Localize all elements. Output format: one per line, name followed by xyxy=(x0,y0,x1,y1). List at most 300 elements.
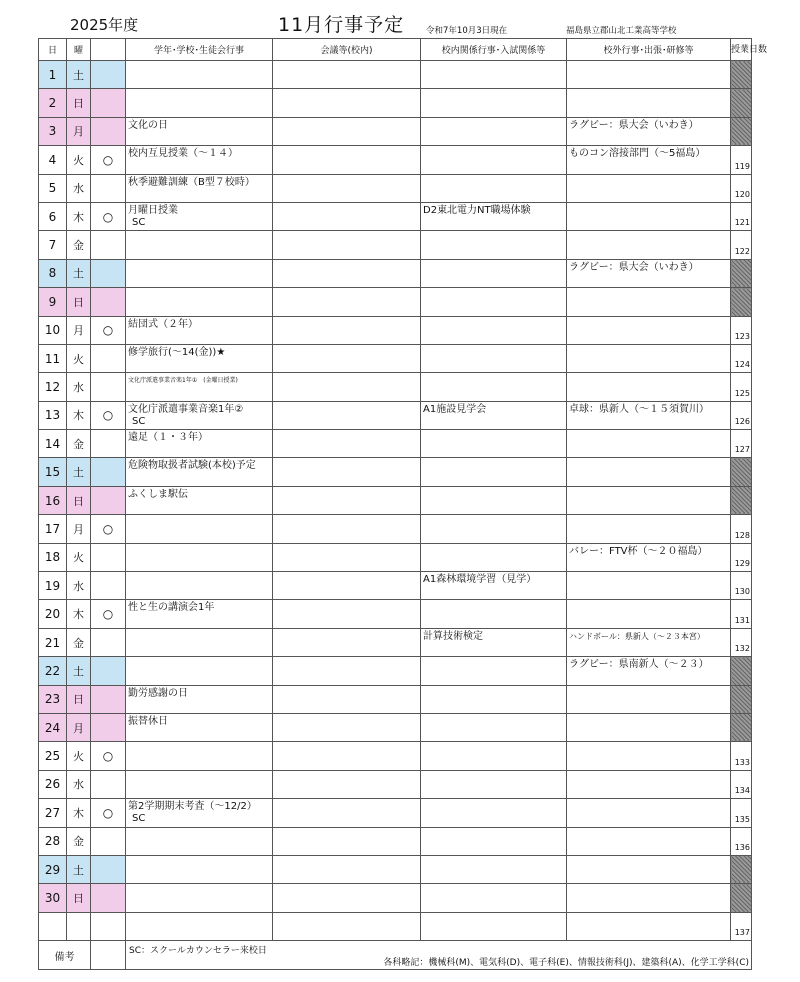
internal-events-cell: A1施設見学会 xyxy=(421,401,567,429)
class-mark xyxy=(91,344,126,372)
fiscal-year: 2025年度 xyxy=(70,16,139,34)
external-events-cell xyxy=(567,855,731,883)
day-number: 13 xyxy=(39,401,67,429)
class-day-count xyxy=(731,486,752,514)
meetings-cell xyxy=(273,912,421,940)
external-events-cell xyxy=(567,202,731,230)
school-event-line: 校内互見授業（～１４） xyxy=(128,148,238,160)
day-number: 20 xyxy=(39,600,67,628)
internal-events-cell xyxy=(421,89,567,117)
meetings-cell xyxy=(273,770,421,798)
school-events-cell xyxy=(126,174,273,202)
school-event-line: 危険物取扱者試験(本校)予定 xyxy=(128,460,256,472)
table-row xyxy=(39,401,752,429)
school-events-cell xyxy=(126,912,273,940)
school-event-line: 勤労感謝の日 xyxy=(128,687,188,699)
internal-events-cell xyxy=(421,799,567,827)
school-events-cell xyxy=(126,373,273,401)
as-of-date: 令和7年10月3日現在 xyxy=(426,26,508,36)
school-event-line: 文化庁派遣事業音楽1年② xyxy=(128,403,244,415)
internal-events-cell xyxy=(421,61,567,89)
school-event-sub-line: SC xyxy=(132,216,146,228)
weekday: 土 xyxy=(67,61,91,89)
class-mark xyxy=(91,713,126,741)
class-day-count: 120 xyxy=(731,174,752,202)
external-events-cell xyxy=(567,89,731,117)
internal-events-cell xyxy=(421,146,567,174)
table-row xyxy=(39,259,752,287)
meetings-cell xyxy=(273,288,421,316)
class-day-count: 127 xyxy=(731,430,752,458)
school-events-cell xyxy=(126,855,273,883)
sc-note: SC：スクールカウンセラー来校日 xyxy=(129,946,267,957)
day-number: 27 xyxy=(39,799,67,827)
class-day-count: 126 xyxy=(731,401,752,429)
table-row xyxy=(39,799,752,827)
header-row xyxy=(39,39,752,61)
meetings-cell xyxy=(273,174,421,202)
meetings-cell xyxy=(273,628,421,656)
class-mark xyxy=(91,486,126,514)
weekday: 金 xyxy=(67,827,91,855)
table-row xyxy=(39,373,752,401)
class-mark: ○ xyxy=(91,600,126,628)
external-events-cell xyxy=(567,600,731,628)
meetings-cell xyxy=(273,572,421,600)
school-events-cell xyxy=(126,713,273,741)
meetings-cell xyxy=(273,742,421,770)
day-number: 24 xyxy=(39,713,67,741)
class-mark xyxy=(91,89,126,117)
external-events-cell xyxy=(567,685,731,713)
weekday: 火 xyxy=(67,543,91,571)
col-mark xyxy=(91,39,126,61)
weekday: 日 xyxy=(67,486,91,514)
class-day-count xyxy=(731,884,752,912)
external-events-cell xyxy=(567,288,731,316)
external-events-cell xyxy=(567,344,731,372)
internal-events-cell xyxy=(421,742,567,770)
day-number: 10 xyxy=(39,316,67,344)
table-row xyxy=(39,146,752,174)
class-day-count: 136 xyxy=(731,827,752,855)
table-row xyxy=(39,543,752,571)
school-events-cell xyxy=(126,231,273,259)
day-number: 16 xyxy=(39,486,67,514)
external-events-cell xyxy=(567,373,731,401)
class-mark xyxy=(91,572,126,600)
class-mark xyxy=(91,855,126,883)
class-day-count: 119 xyxy=(731,146,752,174)
class-day-count: 124 xyxy=(731,344,752,372)
weekday xyxy=(67,912,91,940)
class-mark xyxy=(91,61,126,89)
day-number: 1 xyxy=(39,61,67,89)
day-number: 18 xyxy=(39,543,67,571)
class-mark xyxy=(91,458,126,486)
weekday: 木 xyxy=(67,401,91,429)
school-name: 福島県立郡山北工業高等学校 xyxy=(566,26,677,36)
table-row xyxy=(39,61,752,89)
school-events-cell xyxy=(126,515,273,543)
class-day-count: 131 xyxy=(731,600,752,628)
school-events-cell xyxy=(126,61,273,89)
day-number: 8 xyxy=(39,259,67,287)
table-row xyxy=(39,231,752,259)
page-title: 11月行事予定 xyxy=(278,14,405,36)
col-school-events: 学年･学校･生徒会行事 xyxy=(126,39,273,61)
weekday: 土 xyxy=(67,458,91,486)
meetings-cell xyxy=(273,89,421,117)
school-event-line: 修学旅行(～14(金))★ xyxy=(128,346,226,358)
internal-events-cell xyxy=(421,657,567,685)
internal-events-cell xyxy=(421,713,567,741)
school-events-cell xyxy=(126,827,273,855)
table-row xyxy=(39,117,752,145)
school-events-cell xyxy=(126,486,273,514)
class-day-count: 125 xyxy=(731,373,752,401)
class-day-count xyxy=(731,61,752,89)
class-mark xyxy=(91,231,126,259)
meetings-cell xyxy=(273,827,421,855)
remarks-row xyxy=(39,941,752,970)
external-events-cell: ハンドボール：県新人（～２３本宮） xyxy=(567,628,731,656)
weekday: 金 xyxy=(67,231,91,259)
school-events-cell xyxy=(126,316,273,344)
class-mark xyxy=(91,628,126,656)
day-number: 14 xyxy=(39,430,67,458)
day-number: 3 xyxy=(39,117,67,145)
day-number: 2 xyxy=(39,89,67,117)
class-mark xyxy=(91,884,126,912)
internal-events-cell xyxy=(421,174,567,202)
external-events-cell xyxy=(567,799,731,827)
school-events-cell xyxy=(126,117,273,145)
internal-events-cell xyxy=(421,827,567,855)
weekday: 土 xyxy=(67,259,91,287)
external-events-cell xyxy=(567,486,731,514)
school-events-cell xyxy=(126,458,273,486)
table-row xyxy=(39,912,752,940)
meetings-cell xyxy=(273,146,421,174)
table-row xyxy=(39,827,752,855)
school-events-cell xyxy=(126,600,273,628)
weekday: 日 xyxy=(67,884,91,912)
weekday: 水 xyxy=(67,770,91,798)
table-row xyxy=(39,600,752,628)
external-events-cell: バレー：FTV杯（～２０福島） xyxy=(567,543,731,571)
external-events-cell xyxy=(567,231,731,259)
class-mark xyxy=(91,117,126,145)
weekday: 火 xyxy=(67,742,91,770)
class-mark xyxy=(91,430,126,458)
meetings-cell xyxy=(273,344,421,372)
class-mark: ○ xyxy=(91,202,126,230)
school-events-cell xyxy=(126,543,273,571)
external-events-cell: ラグビー：県南新人（～２３） xyxy=(567,657,731,685)
class-day-count: 122 xyxy=(731,231,752,259)
class-mark: ○ xyxy=(91,401,126,429)
day-number xyxy=(39,912,67,940)
meetings-cell xyxy=(273,430,421,458)
external-events-cell xyxy=(567,430,731,458)
table-row xyxy=(39,316,752,344)
internal-events-cell xyxy=(421,344,567,372)
day-number: 12 xyxy=(39,373,67,401)
class-day-count: 133 xyxy=(731,742,752,770)
school-events-cell xyxy=(126,430,273,458)
weekday: 金 xyxy=(67,628,91,656)
day-number: 30 xyxy=(39,884,67,912)
school-event-line: 性と生の講演会1年 xyxy=(128,602,215,614)
weekday: 月 xyxy=(67,117,91,145)
meetings-cell xyxy=(273,515,421,543)
class-day-count: 123 xyxy=(731,316,752,344)
school-events-cell xyxy=(126,628,273,656)
table-row xyxy=(39,430,752,458)
col-day: 日 xyxy=(39,39,67,61)
external-events-cell: ラグビー：県大会（いわき） xyxy=(567,117,731,145)
weekday: 木 xyxy=(67,202,91,230)
class-day-count: 121 xyxy=(731,202,752,230)
day-number: 9 xyxy=(39,288,67,316)
class-mark: ○ xyxy=(91,515,126,543)
weekday: 水 xyxy=(67,572,91,600)
meetings-cell xyxy=(273,543,421,571)
internal-events-cell: A1森林環境学習（見学） xyxy=(421,572,567,600)
col-internal: 校内関係行事･入試関係等 xyxy=(421,39,567,61)
meetings-cell xyxy=(273,202,421,230)
meetings-cell xyxy=(273,486,421,514)
school-events-cell xyxy=(126,401,273,429)
external-events-cell xyxy=(567,827,731,855)
class-mark xyxy=(91,174,126,202)
weekday: 土 xyxy=(67,657,91,685)
day-number: 5 xyxy=(39,174,67,202)
school-event-line: 文化の日 xyxy=(128,119,168,131)
weekday: 月 xyxy=(67,713,91,741)
external-events-cell xyxy=(567,572,731,600)
day-number: 17 xyxy=(39,515,67,543)
table-row xyxy=(39,657,752,685)
school-events-cell xyxy=(126,288,273,316)
remarks-label: 備考 xyxy=(39,941,91,970)
internal-events-cell xyxy=(421,600,567,628)
department-abbreviations: 各科略記：機械科(M)、電気科(D)、電子科(E)、情報技術科(J)、建築科(A)、化学工学科(C) xyxy=(383,958,749,969)
weekday: 水 xyxy=(67,373,91,401)
internal-events-cell: 計算技術検定 xyxy=(421,628,567,656)
day-number: 4 xyxy=(39,146,67,174)
internal-events-cell xyxy=(421,288,567,316)
table-row xyxy=(39,515,752,543)
table-row xyxy=(39,572,752,600)
meetings-cell xyxy=(273,799,421,827)
day-number: 29 xyxy=(39,855,67,883)
class-mark xyxy=(91,685,126,713)
school-events-cell xyxy=(126,202,273,230)
weekday: 火 xyxy=(67,344,91,372)
school-event-line: 文化庁派遣事業音楽1年① (金曜日授業) xyxy=(128,377,238,385)
school-event-line: 第2学期期末考査（～12/2） xyxy=(128,801,257,813)
weekday: 土 xyxy=(67,855,91,883)
table-row xyxy=(39,486,752,514)
table-row xyxy=(39,713,752,741)
external-events-cell xyxy=(567,742,731,770)
school-events-cell xyxy=(126,344,273,372)
class-mark: ○ xyxy=(91,146,126,174)
class-mark xyxy=(91,657,126,685)
school-event-line: 月曜日授業 xyxy=(128,204,178,216)
internal-events-cell xyxy=(421,912,567,940)
weekday: 日 xyxy=(67,685,91,713)
class-mark xyxy=(91,373,126,401)
class-day-count xyxy=(731,713,752,741)
school-events-cell xyxy=(126,572,273,600)
class-mark xyxy=(91,288,126,316)
weekday: 木 xyxy=(67,600,91,628)
class-mark: ○ xyxy=(91,799,126,827)
external-events-cell: ものコン溶接部門（～5福島） xyxy=(567,146,731,174)
meetings-cell xyxy=(273,884,421,912)
internal-events-cell xyxy=(421,486,567,514)
class-mark xyxy=(91,827,126,855)
school-event-line: 結団式（２年） xyxy=(128,318,198,330)
external-events-cell xyxy=(567,770,731,798)
remarks-body xyxy=(126,941,752,970)
table-row xyxy=(39,202,752,230)
internal-events-cell xyxy=(421,458,567,486)
day-number: 25 xyxy=(39,742,67,770)
school-events-cell xyxy=(126,770,273,798)
page-header xyxy=(0,14,800,40)
class-day-count: 130 xyxy=(731,572,752,600)
class-day-count xyxy=(731,685,752,713)
col-weekday: 曜 xyxy=(67,39,91,61)
external-events-cell xyxy=(567,61,731,89)
class-day-count: 128 xyxy=(731,515,752,543)
table-row xyxy=(39,855,752,883)
external-events-cell xyxy=(567,316,731,344)
remarks-blank xyxy=(91,941,126,970)
meetings-cell xyxy=(273,259,421,287)
day-number: 28 xyxy=(39,827,67,855)
col-meetings: 会議等(校内) xyxy=(273,39,421,61)
internal-events-cell xyxy=(421,259,567,287)
class-day-count xyxy=(731,288,752,316)
weekday: 月 xyxy=(67,515,91,543)
school-events-cell xyxy=(126,799,273,827)
table-row xyxy=(39,89,752,117)
day-number: 21 xyxy=(39,628,67,656)
table-row xyxy=(39,628,752,656)
class-day-count: 135 xyxy=(731,799,752,827)
school-events-cell xyxy=(126,685,273,713)
school-event-sub-line: SC xyxy=(132,813,146,825)
meetings-cell xyxy=(273,685,421,713)
class-day-count xyxy=(731,458,752,486)
table-row xyxy=(39,458,752,486)
day-number: 11 xyxy=(39,344,67,372)
class-day-count xyxy=(731,657,752,685)
col-class-days: 授業日数 xyxy=(731,39,752,61)
school-event-line: 秋季避難訓練（B型７校時） xyxy=(128,176,255,188)
class-day-count xyxy=(731,259,752,287)
day-number: 22 xyxy=(39,657,67,685)
class-mark xyxy=(91,259,126,287)
meetings-cell xyxy=(273,117,421,145)
external-events-cell xyxy=(567,884,731,912)
day-number: 19 xyxy=(39,572,67,600)
school-events-cell xyxy=(126,146,273,174)
class-day-count: 129 xyxy=(731,543,752,571)
external-events-cell: ラグビー：県大会（いわき） xyxy=(567,259,731,287)
weekday: 木 xyxy=(67,799,91,827)
meetings-cell xyxy=(273,657,421,685)
meetings-cell xyxy=(273,316,421,344)
school-event-line: 振替休日 xyxy=(128,715,168,727)
meetings-cell xyxy=(273,600,421,628)
day-number: 26 xyxy=(39,770,67,798)
class-day-count xyxy=(731,89,752,117)
internal-events-cell xyxy=(421,430,567,458)
internal-events-cell xyxy=(421,855,567,883)
weekday: 月 xyxy=(67,316,91,344)
school-event-line: ふくしま駅伝 xyxy=(128,488,188,500)
external-events-cell xyxy=(567,458,731,486)
class-mark xyxy=(91,543,126,571)
meetings-cell xyxy=(273,373,421,401)
table-row xyxy=(39,288,752,316)
class-day-count xyxy=(731,855,752,883)
class-mark xyxy=(91,912,126,940)
internal-events-cell xyxy=(421,231,567,259)
meetings-cell xyxy=(273,458,421,486)
weekday: 火 xyxy=(67,146,91,174)
day-number: 7 xyxy=(39,231,67,259)
internal-events-cell xyxy=(421,770,567,798)
weekday: 水 xyxy=(67,174,91,202)
internal-events-cell xyxy=(421,515,567,543)
class-mark: ○ xyxy=(91,316,126,344)
school-events-cell xyxy=(126,884,273,912)
external-events-cell xyxy=(567,515,731,543)
day-number: 15 xyxy=(39,458,67,486)
table-row xyxy=(39,884,752,912)
weekday: 日 xyxy=(67,89,91,117)
school-event-sub-line: SC xyxy=(132,415,146,427)
internal-events-cell xyxy=(421,543,567,571)
internal-events-cell xyxy=(421,316,567,344)
day-number: 23 xyxy=(39,685,67,713)
table-row xyxy=(39,770,752,798)
class-day-count: 132 xyxy=(731,628,752,656)
external-events-cell xyxy=(567,174,731,202)
meetings-cell xyxy=(273,231,421,259)
table-row xyxy=(39,174,752,202)
class-day-count: 134 xyxy=(731,770,752,798)
external-events-cell xyxy=(567,713,731,741)
class-mark xyxy=(91,770,126,798)
internal-events-cell xyxy=(421,117,567,145)
class-mark: ○ xyxy=(91,742,126,770)
internal-events-cell: D2東北電力NT職場体験 xyxy=(421,202,567,230)
table-row xyxy=(39,344,752,372)
day-number: 6 xyxy=(39,202,67,230)
meetings-cell xyxy=(273,855,421,883)
internal-events-cell xyxy=(421,884,567,912)
class-day-count: 137 xyxy=(731,912,752,940)
table-row xyxy=(39,685,752,713)
